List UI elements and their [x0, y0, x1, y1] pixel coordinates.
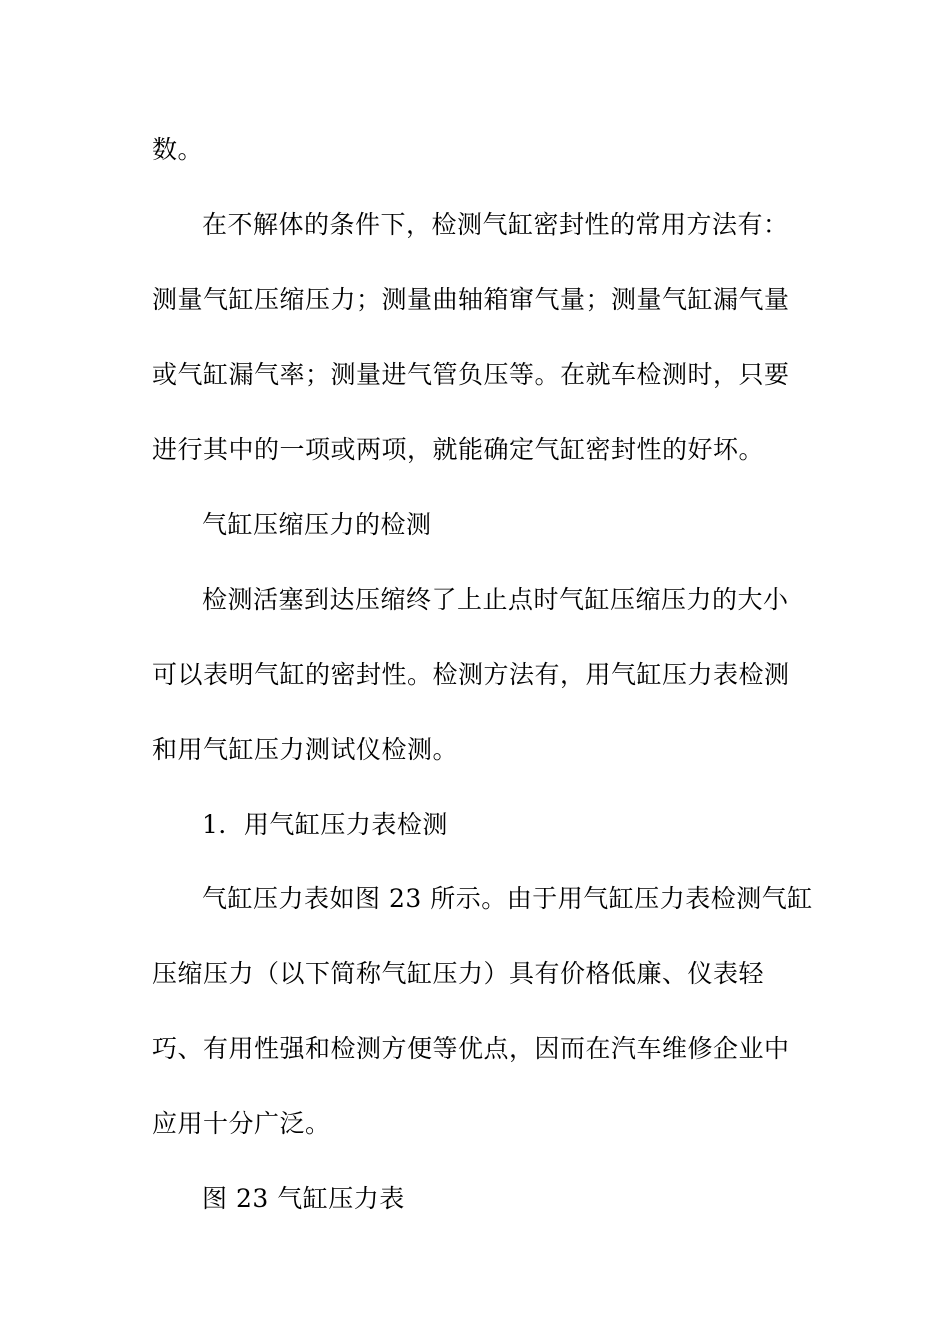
text-line: 数。 — [152, 135, 204, 164]
text-line: 应用十分广泛。 — [152, 1109, 331, 1138]
text-line: 可以表明气缸的密封性。检测方法有，用气缸压力表检测 — [152, 660, 790, 689]
text-line: 和用气缸压力测试仪检测。 — [152, 735, 459, 764]
text-line: 进行其中的一项或两项，就能确定气缸密封性的好坏。 — [152, 435, 765, 464]
paragraph-first-line: 在不解体的条件下，检测气缸密封性的常用方法有： — [202, 210, 789, 239]
figure-caption: 图 23 气缸压力表 — [202, 1184, 405, 1213]
text-line: 巧、有用性强和检测方便等优点，因而在汽车维修企业中 — [152, 1034, 790, 1063]
text-line: 压缩压力（以下简称气缸压力）具有价格低廉、仪表轻 — [152, 959, 765, 988]
text-line: 测量气缸压缩压力；测量曲轴箱窜气量；测量气缸漏气量 — [152, 285, 790, 314]
subsection-heading: 1．用气缸压力表检测 — [202, 810, 448, 839]
paragraph-first-line: 检测活塞到达压缩终了上止点时气缸压缩压力的大小 — [202, 585, 789, 614]
text-line: 或气缸漏气率；测量进气管负压等。在就车检测时，只要 — [152, 360, 790, 389]
paragraph-first-line: 气缸压力表如图 23 所示。由于用气缸压力表检测气缸 — [202, 884, 813, 913]
section-heading: 气缸压缩压力的检测 — [202, 510, 432, 539]
